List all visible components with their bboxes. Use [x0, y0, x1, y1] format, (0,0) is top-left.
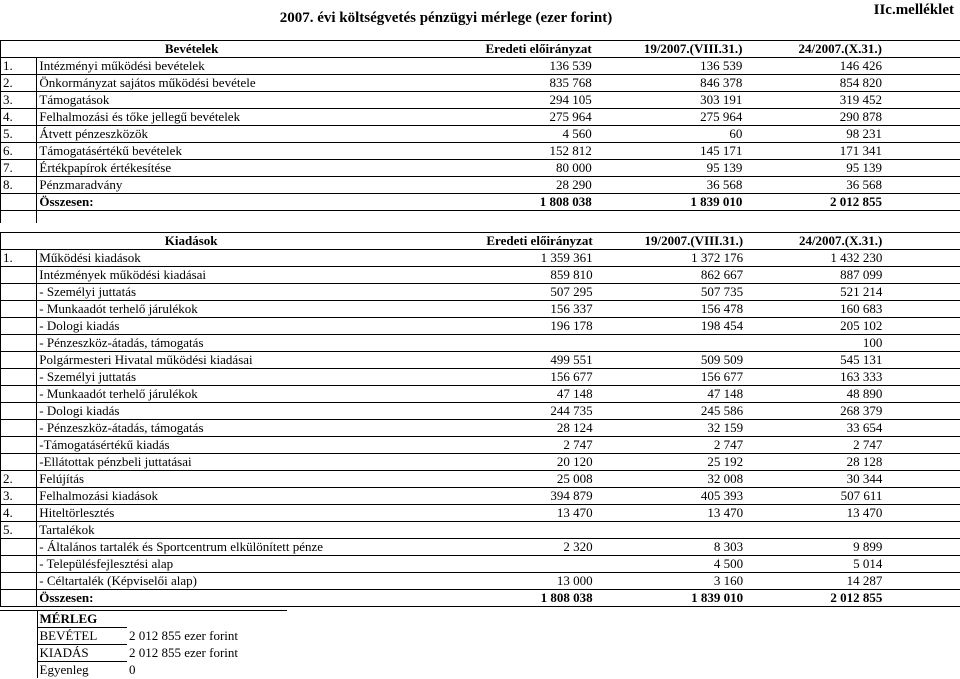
expense-row-original: 2 747 — [484, 437, 595, 454]
expense-row-label: Hiteltörlesztés — [37, 505, 485, 522]
income-row-label: Átvett pénzeszközök — [37, 126, 484, 143]
expense-row — [1, 284, 960, 301]
expense-row-original: 20 120 — [484, 454, 595, 471]
expense-row — [1, 352, 960, 369]
expense-row-number — [1, 284, 37, 301]
income-row-original: 4 560 — [483, 126, 594, 143]
income-row — [1, 160, 960, 177]
income-row-mod2: 319 452 — [745, 92, 885, 109]
expense-row-number — [1, 335, 37, 352]
expense-row-mod1: 13 470 — [596, 505, 746, 522]
expense-row-mod1: 509 509 — [596, 352, 746, 369]
expense-row-label: -Támogatásértékű kiadás — [37, 437, 485, 454]
expense-row-mod2: 163 333 — [746, 369, 885, 386]
expense-row-original: 13 470 — [484, 505, 595, 522]
income-header-orig: Eredeti előirányzat — [483, 41, 594, 58]
expense-row-label: - Pénzeszköz-átadás, támogatás — [37, 335, 485, 352]
balance-row-label: KIADÁS — [37, 645, 127, 662]
income-row-number: 8. — [1, 177, 37, 194]
expense-header-row — [1, 233, 960, 250]
expense-row-label: - Munkaadót terhelő járulékok — [37, 386, 485, 403]
income-row-mod2: 171 341 — [745, 143, 885, 160]
income-row-mod1: 846 378 — [595, 75, 746, 92]
expense-row-number — [1, 301, 37, 318]
expense-row — [1, 556, 960, 573]
balance-row-value: 2 012 855 ezer forint — [129, 645, 239, 660]
balance-summary — [0, 610, 287, 678]
expense-row-original — [484, 335, 595, 352]
expense-row-mod2: 205 102 — [746, 318, 885, 335]
income-row — [1, 58, 960, 75]
expense-row-label: - Személyi juttatás — [37, 369, 485, 386]
income-row-mod1: 95 139 — [595, 160, 746, 177]
expense-row-number — [1, 437, 37, 454]
expense-row — [1, 250, 960, 267]
expense-row-mod1: 2 747 — [596, 437, 746, 454]
expense-row — [1, 267, 960, 284]
expense-row-label: - Dologi kiadás — [37, 318, 485, 335]
income-row-mod1: 136 539 — [595, 58, 746, 75]
expense-row-number: 5. — [1, 522, 37, 539]
income-total-row — [1, 194, 960, 211]
expense-total-row — [1, 590, 960, 607]
income-row-label: Felhalmozási és tőke jellegű bevételek — [37, 109, 484, 126]
expense-row-original: 499 551 — [484, 352, 595, 369]
income-row-number: 4. — [1, 109, 37, 126]
expense-row-original: 156 677 — [484, 369, 595, 386]
income-row-number: 2. — [1, 75, 37, 92]
expense-row-mod2: 5 014 — [746, 556, 885, 573]
expense-row-original: 28 124 — [484, 420, 595, 437]
expense-header-m1: 19/2007.(VIII.31.) — [596, 233, 746, 250]
expense-row — [1, 301, 960, 318]
expense-row-mod1: 507 735 — [596, 284, 746, 301]
expense-row-original: 156 337 — [484, 301, 595, 318]
income-row — [1, 143, 960, 160]
expense-row-mod2: 887 099 — [746, 267, 885, 284]
income-row-original: 80 000 — [483, 160, 594, 177]
income-row — [1, 92, 960, 109]
expense-row — [1, 403, 960, 420]
income-row-original: 28 290 — [483, 177, 594, 194]
expense-total-original: 1 808 038 — [484, 590, 595, 607]
income-row — [1, 75, 960, 92]
income-row-original: 294 105 — [483, 92, 594, 109]
expense-row — [1, 573, 960, 590]
income-row-mod1: 145 171 — [595, 143, 746, 160]
expense-row-mod2: 545 131 — [746, 352, 885, 369]
expense-row-mod1: 25 192 — [596, 454, 746, 471]
income-row-mod2: 854 820 — [745, 75, 885, 92]
expense-row — [1, 471, 960, 488]
income-row-mod2: 290 878 — [745, 109, 885, 126]
expense-row-mod2: 1 432 230 — [746, 250, 885, 267]
expense-row-number — [1, 369, 37, 386]
income-row-label: Támogatások — [37, 92, 484, 109]
expense-row-mod1: 862 667 — [596, 267, 746, 284]
income-row-label: Önkormányzat sajátos működési bevétele — [37, 75, 484, 92]
expense-row-mod2: 100 — [746, 335, 885, 352]
expense-total-mod2: 2 012 855 — [746, 590, 885, 607]
expense-row-original: 244 735 — [484, 403, 595, 420]
income-header-label: Bevételek — [37, 41, 484, 58]
expense-row-mod1: 156 478 — [596, 301, 746, 318]
expense-row — [1, 522, 960, 539]
income-row-number: 3. — [1, 92, 37, 109]
income-row-mod2: 98 231 — [745, 126, 885, 143]
balance-row — [0, 662, 287, 679]
expense-row-number — [1, 454, 37, 471]
balance-row-label: Egyenleg — [37, 662, 127, 679]
income-row-original: 835 768 — [483, 75, 594, 92]
expense-row-mod2: 521 214 — [746, 284, 885, 301]
expense-row-original — [484, 522, 595, 539]
expense-row-mod2: 268 379 — [746, 403, 885, 420]
income-spacer-row — [1, 211, 960, 224]
expense-row — [1, 505, 960, 522]
expense-row-number — [1, 420, 37, 437]
expense-row-number — [1, 318, 37, 335]
expense-row — [1, 488, 960, 505]
expense-row-label: Tartalékok — [37, 522, 485, 539]
expense-header-orig: Eredeti előirányzat — [484, 233, 595, 250]
expense-row-mod2: 14 287 — [746, 573, 885, 590]
balance-row-value: 2 012 855 ezer forint — [129, 628, 239, 643]
income-row-number: 6. — [1, 143, 37, 160]
income-row-label: Értékpapírok értékesítése — [37, 160, 484, 177]
income-total-original: 1 808 038 — [483, 194, 594, 211]
expense-row-original: 13 000 — [484, 573, 595, 590]
expense-row-label: - Céltartalék (Képviselői alap) — [37, 573, 485, 590]
balance-row — [0, 628, 287, 645]
income-row — [1, 177, 960, 194]
annex-label: IIc.melléklet — [873, 2, 954, 18]
income-row-original: 275 964 — [483, 109, 594, 126]
income-row-number: 7. — [1, 160, 37, 177]
expense-row-label: - Általános tartalék és Sportcentrum elkülönített pénze — [37, 539, 485, 556]
expense-row-mod2: 33 654 — [746, 420, 885, 437]
expense-row-mod1: 198 454 — [596, 318, 746, 335]
expense-row-label: -Ellátottak pénzbeli juttatásai — [37, 454, 485, 471]
expense-header-m2: 24/2007.(X.31.) — [746, 233, 885, 250]
income-row-label: Pénzmaradvány — [37, 177, 484, 194]
expense-row-number — [1, 573, 37, 590]
expense-row-mod1: 3 160 — [596, 573, 746, 590]
expense-row — [1, 539, 960, 556]
expense-row-label: Működési kiadások — [37, 250, 485, 267]
expense-row-label: - Munkaadót terhelő járulékok — [37, 301, 485, 318]
expense-row-mod2: 160 683 — [746, 301, 885, 318]
expense-row-mod1: 245 586 — [596, 403, 746, 420]
expense-row-mod1 — [596, 335, 746, 352]
expense-row-number — [1, 386, 37, 403]
expense-row-mod1 — [596, 522, 746, 539]
expense-row-mod2: 48 890 — [746, 386, 885, 403]
expense-row-number — [1, 403, 37, 420]
expense-row — [1, 386, 960, 403]
expense-row-original: 25 008 — [484, 471, 595, 488]
income-row — [1, 109, 960, 126]
income-row-label: Intézményi működési bevételek — [37, 58, 484, 75]
expense-row-number: 1. — [1, 250, 37, 267]
expense-row-mod2: 9 899 — [746, 539, 885, 556]
expense-row-label: Felhalmozási kiadások — [37, 488, 485, 505]
income-row-mod2: 36 568 — [745, 177, 885, 194]
expense-row-original: 394 879 — [484, 488, 595, 505]
expense-row-label: Polgármesteri Hivatal működési kiadásai — [37, 352, 485, 369]
expense-row-mod2: 507 611 — [746, 488, 885, 505]
income-row-mod2: 146 426 — [745, 58, 885, 75]
expense-row-original: 47 148 — [484, 386, 595, 403]
expense-row-original: 1 359 361 — [484, 250, 595, 267]
expense-row-number — [1, 267, 37, 284]
expense-row-label: Felújítás — [37, 471, 485, 488]
balance-row — [0, 645, 287, 662]
expense-row — [1, 318, 960, 335]
income-header-m1: 19/2007.(VIII.31.) — [595, 41, 746, 58]
income-total-mod2: 2 012 855 — [745, 194, 885, 211]
income-header-m2: 24/2007.(X.31.) — [745, 41, 885, 58]
expense-row-mod1: 32 008 — [596, 471, 746, 488]
income-table — [0, 40, 960, 223]
income-row-mod1: 36 568 — [595, 177, 746, 194]
expense-row-label: - Településfejlesztési alap — [37, 556, 485, 573]
income-row-number: 5. — [1, 126, 37, 143]
expense-row-original: 859 810 — [484, 267, 595, 284]
expense-row-mod2: 2 747 — [746, 437, 885, 454]
balance-row-value: 0 — [129, 661, 136, 677]
expense-row-number — [1, 539, 37, 556]
income-row-mod2: 95 139 — [745, 160, 885, 177]
expense-row-original: 196 178 — [484, 318, 595, 335]
expense-row-mod2: 28 128 — [746, 454, 885, 471]
expense-row-mod2: 13 470 — [746, 505, 885, 522]
expense-row-original — [484, 556, 595, 573]
income-row-original: 136 539 — [483, 58, 594, 75]
income-total-mod1: 1 839 010 — [595, 194, 746, 211]
expense-row-number: 2. — [1, 471, 37, 488]
expense-row-mod1: 47 148 — [596, 386, 746, 403]
income-row-mod1: 303 191 — [595, 92, 746, 109]
expense-table — [0, 232, 960, 607]
expense-row-label: Intézmények működési kiadásai — [37, 267, 485, 284]
balance-title: MÉRLEG — [37, 611, 127, 628]
expense-row-mod1: 405 393 — [596, 488, 746, 505]
expense-total-label: Összesen: — [37, 590, 485, 607]
expense-row-label: - Pénzeszköz-átadás, támogatás — [37, 420, 485, 437]
expense-row-mod1: 1 372 176 — [596, 250, 746, 267]
expense-row — [1, 454, 960, 471]
expense-row-original: 507 295 — [484, 284, 595, 301]
income-row-original: 152 812 — [483, 143, 594, 160]
income-row-mod1: 275 964 — [595, 109, 746, 126]
expense-row-mod2 — [746, 522, 885, 539]
expense-row — [1, 420, 960, 437]
expense-row-mod1: 8 303 — [596, 539, 746, 556]
income-row-label: Támogatásértékű bevételek — [37, 143, 484, 160]
expense-row-mod2: 30 344 — [746, 471, 885, 488]
balance-title-row — [0, 611, 287, 628]
expense-row-label: - Személyi juttatás — [37, 284, 485, 301]
expense-row-number: 3. — [1, 488, 37, 505]
expense-row — [1, 335, 960, 352]
expense-header-label: Kiadások — [37, 233, 485, 250]
expense-total-mod1: 1 839 010 — [596, 590, 746, 607]
expense-row — [1, 437, 960, 454]
income-row-mod1: 60 — [595, 126, 746, 143]
expense-row-mod1: 4 500 — [596, 556, 746, 573]
page-title-text: 2007. évi költségvetés pénzügyi mérlege (ezer forint) — [279, 10, 613, 26]
income-row — [1, 126, 960, 143]
expense-row-number: 4. — [1, 505, 37, 522]
expense-row-mod1: 156 677 — [596, 369, 746, 386]
expense-row — [1, 369, 960, 386]
expense-row-number — [1, 352, 37, 369]
income-total-label: Összesen: — [37, 194, 484, 211]
expense-row-original: 2 320 — [484, 539, 595, 556]
expense-row-number — [1, 556, 37, 573]
balance-row-label: BEVÉTEL — [37, 628, 127, 645]
expense-row-label: - Dologi kiadás — [37, 403, 485, 420]
expense-row-mod1: 32 159 — [596, 420, 746, 437]
page-title — [0, 10, 960, 27]
income-header-row — [1, 41, 960, 58]
income-row-number: 1. — [1, 58, 37, 75]
